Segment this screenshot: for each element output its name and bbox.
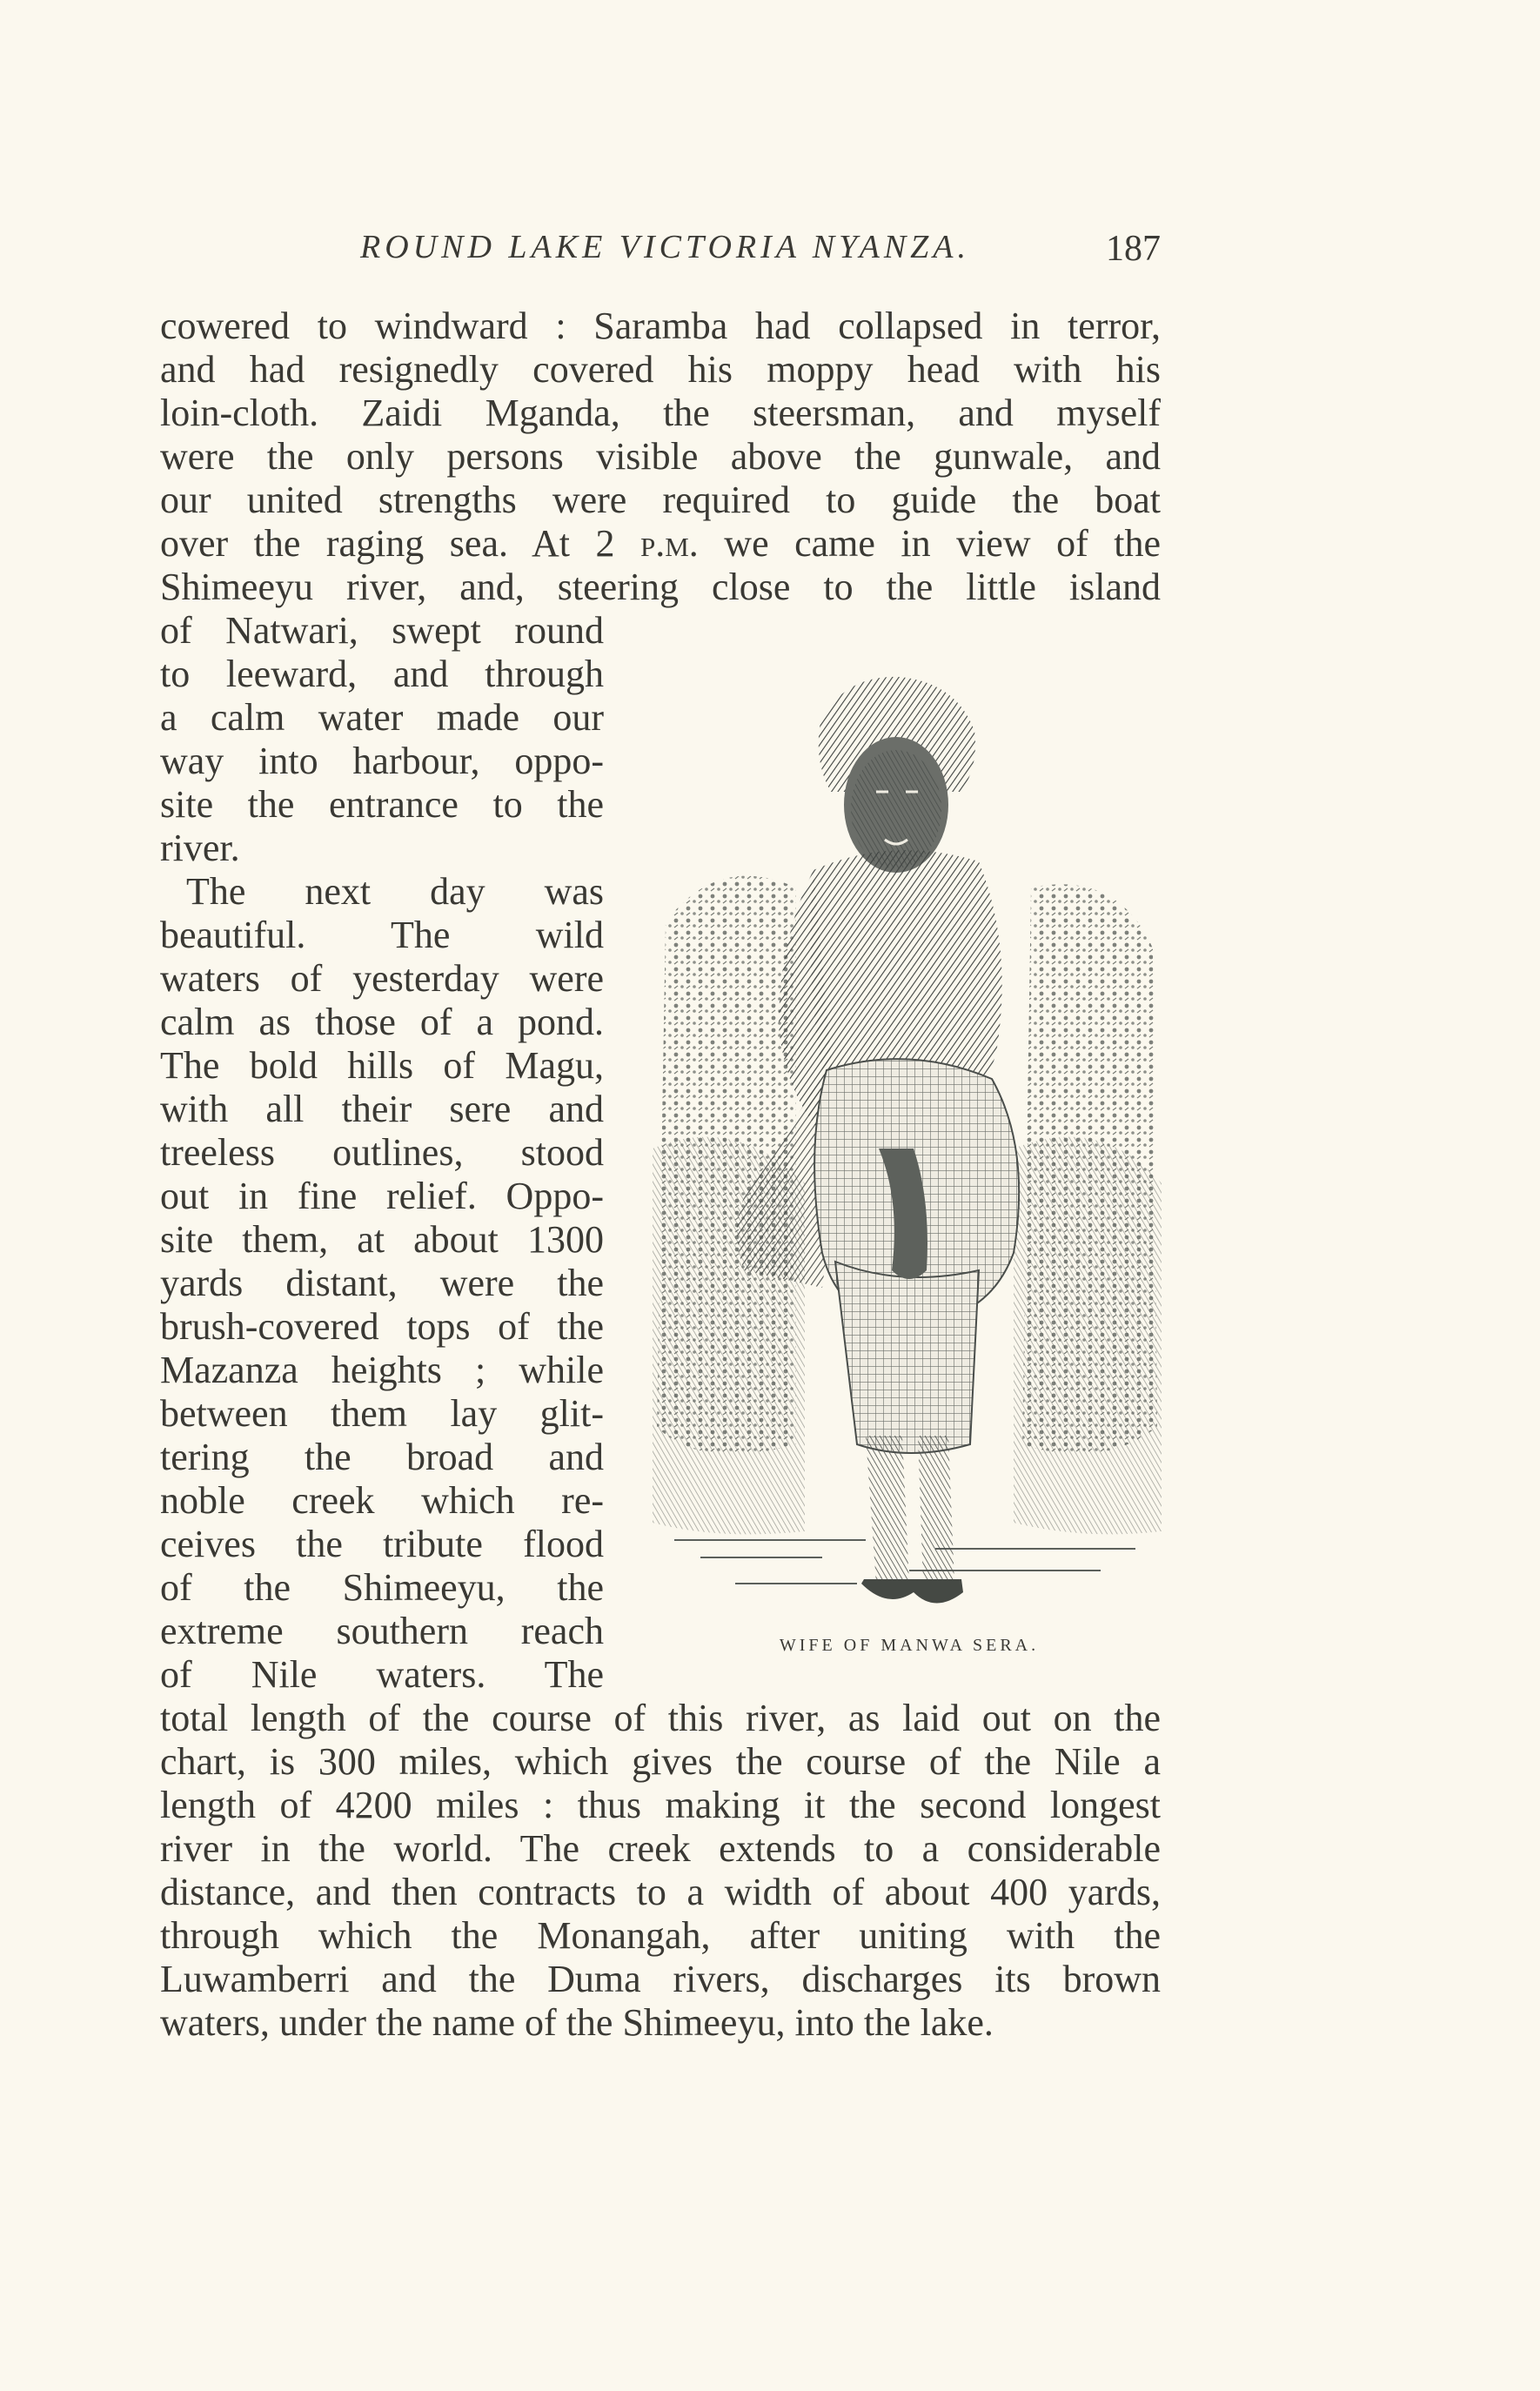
running-head: ROUND LAKE VICTORIA NYANZA. bbox=[360, 229, 971, 265]
engraving-illustration bbox=[648, 661, 1162, 1644]
body-line: were the only persons visible above the gunwale, and bbox=[160, 435, 1161, 478]
body-line: out in fine relief. Oppo- bbox=[160, 1175, 604, 1217]
body-line: loin-cloth. Zaidi Mganda, the steersman, and myself bbox=[160, 392, 1161, 434]
body-line: yards distant, were the bbox=[160, 1262, 604, 1304]
body-line: chart, is 300 miles, which gives the course of the Nile a bbox=[160, 1740, 1161, 1783]
body-line: treeless outlines, stood bbox=[160, 1131, 604, 1174]
body-line: ceives the tribute flood bbox=[160, 1523, 604, 1565]
body-line: The next day was bbox=[186, 870, 604, 913]
body-line: between them lay glit- bbox=[160, 1392, 604, 1435]
body-line: way into harbour, oppo- bbox=[160, 740, 604, 782]
text-run: over the raging sea. At 2 bbox=[160, 522, 640, 565]
page-header bbox=[160, 228, 1161, 280]
body-line: our united strengths were required to guide the boat bbox=[160, 479, 1161, 521]
body-line: to leeward, and through bbox=[160, 653, 604, 695]
body-line: site the entrance to the bbox=[160, 783, 604, 826]
body-line: The bold hills of Magu, bbox=[160, 1044, 604, 1087]
body-line: brush-covered tops of the bbox=[160, 1305, 604, 1348]
figure-caption: WIFE OF MANWA SERA. bbox=[779, 1636, 1040, 1655]
body-line: beautiful. The wild bbox=[160, 914, 604, 956]
body-line: site them, at about 1300 bbox=[160, 1218, 604, 1261]
body-line: with all their sere and bbox=[160, 1088, 604, 1130]
body-line: tering the broad and bbox=[160, 1436, 604, 1478]
page-number: 187 bbox=[1106, 229, 1161, 269]
body-line: total length of the course of this river, as laid out on the bbox=[160, 1697, 1161, 1739]
body-line: noble creek which re- bbox=[160, 1479, 604, 1522]
body-line: river in the world. The creek extends to a considerable bbox=[160, 1827, 1161, 1870]
body-line: river. bbox=[160, 827, 240, 869]
body-line: of the Shimeeyu, the bbox=[160, 1566, 604, 1609]
body-line: cowered to windward : Saramba had collapsed in terror, bbox=[160, 305, 1161, 347]
body-line: a calm water made our bbox=[160, 696, 604, 739]
body-line: of Nile waters. The bbox=[160, 1653, 604, 1696]
body-line: length of 4200 miles : thus making it the second longest bbox=[160, 1784, 1161, 1826]
body-line: extreme southern reach bbox=[160, 1610, 604, 1652]
body-line: and had resignedly covered his moppy head with his bbox=[160, 348, 1161, 391]
body-line: Luwamberri and the Duma rivers, discharges its brown bbox=[160, 1958, 1161, 2000]
body-line: waters of yesterday were bbox=[160, 957, 604, 1000]
body-line bbox=[160, 522, 1161, 566]
body-line: of Natwari, swept round bbox=[160, 609, 604, 652]
text-run: we came in view of the bbox=[698, 522, 1161, 565]
body-line: Shimeeyu river, and, steering close to the little island bbox=[160, 566, 1161, 608]
body-line: distance, and then contracts to a width of about 400 yards, bbox=[160, 1871, 1161, 1913]
time-abbreviation: p.m. bbox=[640, 522, 699, 565]
body-line: through which the Monangah, after uniting with the bbox=[160, 1914, 1161, 1957]
portrait-engraving bbox=[648, 661, 1162, 1644]
body-line: Mazanza heights ; while bbox=[160, 1349, 604, 1391]
body-line: waters, under the name of the Shimeeyu, into the lake. bbox=[160, 2001, 994, 2044]
body-line: calm as those of a pond. bbox=[160, 1001, 604, 1043]
